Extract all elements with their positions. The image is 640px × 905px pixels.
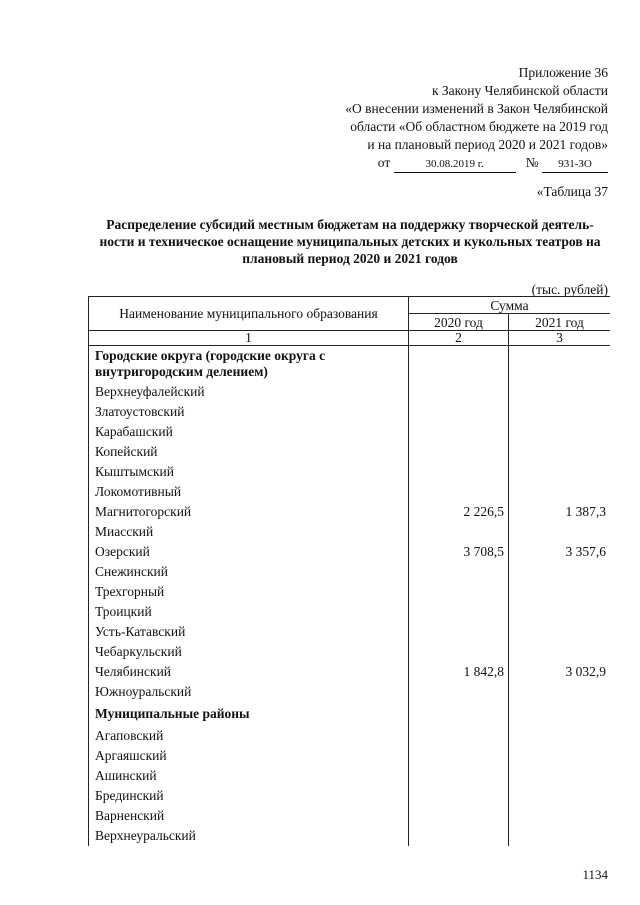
value-2020 [409,702,509,726]
units-label: (тыс. рублей) [531,282,608,297]
value-2021 [509,682,611,702]
value-2021 [509,622,611,642]
value-2020 [409,346,509,383]
table-label: «Таблица 37 [536,184,608,199]
value-2020 [409,622,509,642]
page-number: 1134 [582,867,608,882]
table-row [89,402,611,422]
table-row [89,786,611,806]
municipality-name: Аргаяшский [89,746,409,766]
table-row [89,806,611,826]
value-2020 [409,746,509,766]
value-2021 [509,702,611,726]
value-2021 [509,726,611,746]
value-2020 [409,442,509,462]
value-2020 [409,402,509,422]
appendix-line: «О внесении изменений в Закон Челябинской [345,101,608,116]
table-row [89,682,611,702]
municipality-name: Магнитогорский [89,502,409,522]
municipality-name: Брединский [89,786,409,806]
value-2020 [409,786,509,806]
subsidy-table [88,296,610,846]
value-2020 [409,422,509,442]
table-row [89,422,611,442]
value-2021 [509,402,611,422]
table-row [89,662,611,682]
municipality-name: Ашинский [89,766,409,786]
appendix-line: и на плановый период 2020 и 2021 годов» [367,137,608,152]
value-2020 [409,766,509,786]
value-2021 [509,786,611,806]
column-index: 1 [89,331,409,346]
value-2021 [509,522,611,542]
appendix-line: области «Об областном бюджете на 2019 год [350,119,608,134]
value-2020 [409,582,509,602]
value-2021 [509,482,611,502]
value-2021 [509,382,611,402]
appendix-line: к Закону Челябинской области [431,83,608,98]
value-2021 [509,442,611,462]
document-title: Распределение субсидий местным бюджетам на поддержку творческой деятель-ности и техническое оснащение муниципальных детских и кукольных театров на плановый период 2020 и 2021 годов [99,217,601,266]
municipality-name: Трехгорный [89,582,409,602]
municipality-name: Городские округа (городские округа с внутригородским делением) [89,346,409,383]
municipality-name: Снежинский [89,562,409,582]
value-2021 [509,346,611,383]
municipality-name: Чебаркульский [89,642,409,662]
table-row [89,622,611,642]
column-index: 3 [509,331,611,346]
value-2021 [509,462,611,482]
table-row [89,642,611,662]
value-2021 [509,806,611,826]
value-2020 [409,806,509,826]
value-2021 [509,642,611,662]
header-2021: 2021 год [509,314,611,331]
value-2020 [409,602,509,622]
appendix-line: Приложение 36 [518,65,608,80]
municipality-name: Усть-Катавский [89,622,409,642]
table-row [89,726,611,746]
table-row [89,502,611,522]
value-2020 [409,682,509,702]
municipality-name: Южноуральский [89,682,409,702]
value-2020: 1 842,8 [409,662,509,682]
table-row [89,562,611,582]
municipality-name: Златоустовский [89,402,409,422]
value-2020: 3 708,5 [409,542,509,562]
municipality-name: Варненский [89,806,409,826]
header-2020: 2020 год [409,314,509,331]
municipality-name: Карабашский [89,422,409,442]
appendix-header [278,64,608,173]
law-number: 931-ЗО [542,157,608,173]
municipality-name: Агаповский [89,726,409,746]
value-2021 [509,582,611,602]
table-row [89,522,611,542]
value-2021 [509,826,611,846]
value-2020 [409,642,509,662]
value-2021: 1 387,3 [509,502,611,522]
table-row [89,766,611,786]
subsidy-table-wrapper [88,296,610,848]
column-index-row [89,331,611,346]
number-label: № [525,155,539,170]
value-2020 [409,522,509,542]
group-row [89,702,611,726]
value-2020 [409,382,509,402]
table-row [89,746,611,766]
table-row [89,826,611,846]
municipality-name: Копейский [89,442,409,462]
value-2021 [509,422,611,442]
value-2020 [409,562,509,582]
municipality-name: Миасский [89,522,409,542]
value-2020 [409,826,509,846]
municipality-name: Локомотивный [89,482,409,502]
value-2021: 3 357,6 [509,542,611,562]
municipality-name: Верхнеуральский [89,826,409,846]
municipality-name: Троицкий [89,602,409,622]
table-row [89,442,611,462]
table-row [89,582,611,602]
table-row [89,602,611,622]
municipality-name: Челябинский [89,662,409,682]
table-row [89,462,611,482]
municipality-name: Озерский [89,542,409,562]
municipality-name: Кыштымский [89,462,409,482]
value-2021 [509,602,611,622]
table-row [89,382,611,402]
table-row [89,542,611,562]
value-2020 [409,726,509,746]
value-2020: 2 226,5 [409,502,509,522]
value-2020 [409,482,509,502]
value-2021: 3 032,9 [509,662,611,682]
value-2020 [409,462,509,482]
header-municipality: Наименование муниципального образования [89,297,409,331]
value-2021 [509,562,611,582]
value-2021 [509,746,611,766]
column-index: 2 [409,331,509,346]
table-body [89,331,611,847]
municipality-name: Верхнеуфалейский [89,382,409,402]
law-date-number [278,154,608,173]
value-2021 [509,766,611,786]
from-label: от [377,155,391,170]
municipality-name: Муниципальные районы [89,702,409,726]
header-sum: Сумма [409,297,611,314]
law-date: 30.08.2019 г. [394,157,516,173]
group-row [89,346,611,383]
table-row [89,482,611,502]
